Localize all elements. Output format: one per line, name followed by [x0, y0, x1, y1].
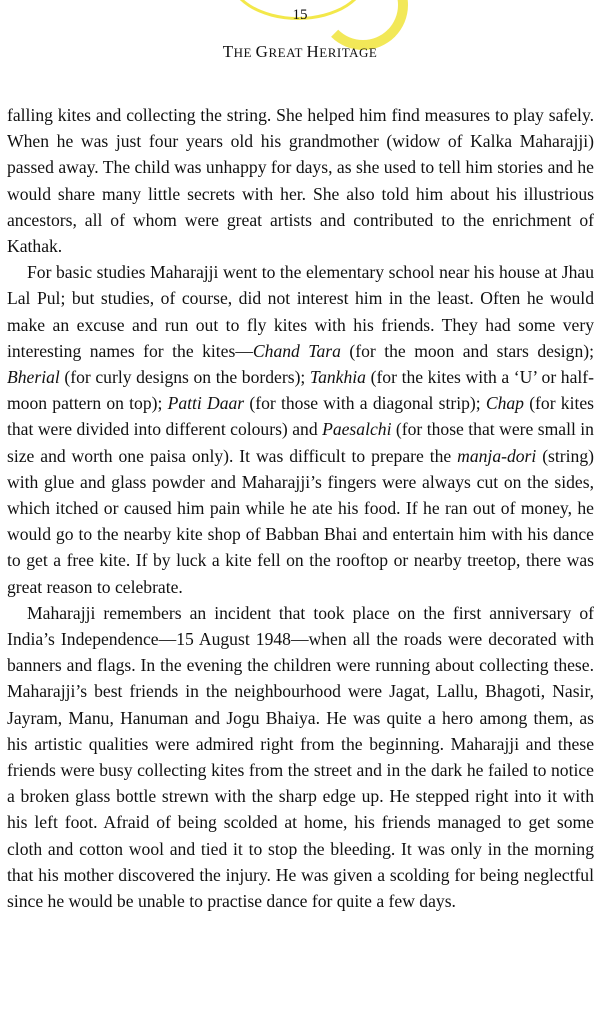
italic-term: Tankhia	[309, 367, 366, 388]
paragraph	[7, 259, 594, 600]
text-segment: (for those that were small in size and worth one paisa only). It was difficult to prepare the	[7, 419, 594, 466]
running-title	[0, 42, 600, 63]
running-title-smallcaps: REAT	[268, 45, 307, 60]
text-segment: For basic studies Maharajji went to the elementary school near his house at Jhau Lal Pul; but studies, of course, did not interest him in the least. Often he would make an excuse and run out to fly kites with his friends. They had some very interesting names for the kites—	[7, 262, 594, 361]
text-segment: (for the kites with a ‘U’ or half-moon pattern on top);	[7, 367, 594, 414]
italic-term: manja-dori	[457, 445, 537, 466]
paragraph	[7, 102, 594, 259]
paragraph	[7, 600, 594, 914]
running-title-cap: H	[306, 42, 320, 61]
text-segment: Maharajji remembers an incident that took place on the first anniversary of India’s Independence—15 August 1948—when all the roads were decorated with banners and flags. In the evening the children were running about collecting these. Maharajji’s best friends in the neighbourhood were Jagat, Lallu, Bhagoti, Nasir, Jayram, Manu, Hanuman and Jogu Bhaiya. He was quite a hero among them, as his artistic qualities were admired right from the beginning. Maharajji and these friends were busy collecting kites from the street and in the dark he failed to notice a broken glass bottle strewn with the sharp edge up. He stepped right into it with his left foot. Afraid of being scolded at home, his friends managed to get some cloth and cotton wool and tied it to stop the bleeding. It was only in the morning that his mother discovered the injury. He was given a scolding for being neglectful since he would be unable to practise dance for quite a few days.	[7, 602, 594, 912]
italic-term: Patti Daar	[167, 393, 245, 414]
body-text	[7, 102, 594, 914]
running-title-cap: G	[255, 42, 269, 61]
running-title-smallcaps: HE	[233, 45, 256, 60]
text-segment: (for curly designs on the borders);	[59, 367, 310, 388]
italic-term: Bherial	[7, 367, 60, 388]
text-segment: (string) with glue and glass powder and Maharajji’s fingers were always cut on the sides, which itched or caused him pain while he ate his food. If he ran out of money, he would go to the nearby kite shop of Babban Bhai and entertain him with his dance to get a free kite. If by luck a kite fell on the rooftop or nearby treetop, there was great reason to celebrate.	[7, 445, 594, 597]
running-title-smallcaps: ERITAGE	[319, 45, 378, 60]
text-segment: (for the moon and stars design);	[340, 340, 594, 361]
italic-term: Chap	[485, 393, 524, 414]
text-segment: (for kites that were divided into different colours) and	[7, 393, 595, 440]
text-segment: falling kites and collecting the string. She helped him find measures to play safely. When he was just four years old his grandmother (widow of Kalka Maharajji) passed away. The child was unhappy for days, as she used to tell him stories and he would share many little secrets with her. She also told him about his illustrious ancestors, all of whom were great artists and contributed to the enrichment of Kathak.	[7, 105, 594, 257]
page-number: 15	[292, 7, 308, 23]
italic-term: Paesalchi	[322, 419, 392, 440]
text-segment: (for those with a diagonal strip);	[244, 393, 486, 414]
italic-term: Chand Tara	[252, 340, 341, 361]
running-title-cap: T	[222, 42, 234, 61]
